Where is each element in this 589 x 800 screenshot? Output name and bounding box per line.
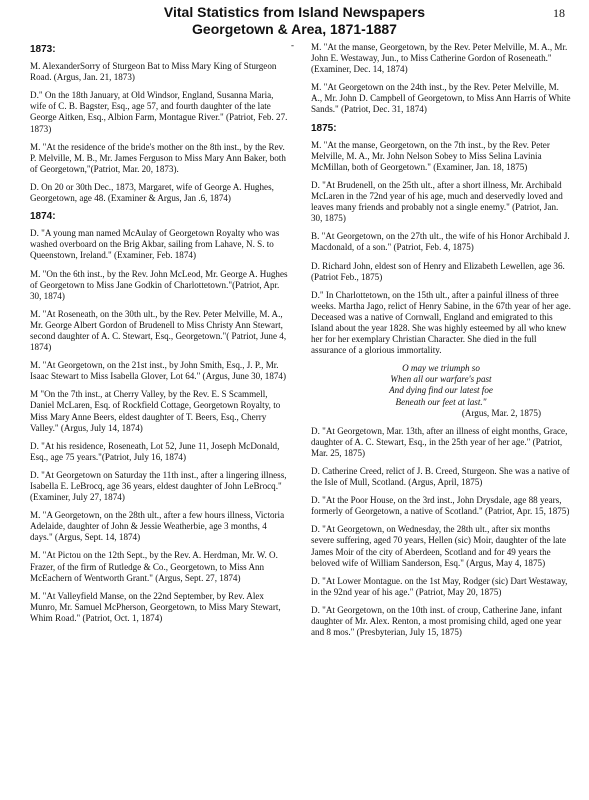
record-entry: D. "At the Poor House, on the 3rd inst., John Drysdale, age 88 years, formerly of Georgetown, a native of Scotland." (Patriot, Apr. 15, 1875) <box>311 495 570 517</box>
poem-line: Beneath our feet at last." <box>395 396 487 407</box>
record-entry: D. On 20 or 30th Dec., 1873, Margaret, wife of George A. Hughes, Georgetown, age 48. (Examiner & Argus, Jan .6, 1874) <box>30 181 274 204</box>
poem-verse <box>311 363 571 407</box>
column-divider-mark: - <box>291 40 294 50</box>
record-entry: D. "A young man named McAulay of Georgetown Royalty who was washed overboard on the Brig Akbar, sailing from Lahave, N. S. to Queenstown, Ireland." (Examiner, Feb. 1874) <box>30 228 280 261</box>
record-entry: M. "At Pictou on the 12th Sept., by the Rev. A. Herdman, Mr. W. O. Frazer, of the firm of Rutledge & Co., Georgetown, to Miss Ann McEachern of Wentworth Grant." (Argus, Sept. 27, 1874) <box>30 550 278 583</box>
record-entry: D." On the 18th January, at Old Windsor, England, Susanna Maria, wife of C. B. Bagster, Esq., age 57, and fourth daughter of the late George Aitken, Esq., Albion Farm, Montague River." (Patriot, Feb. 27. 1873) <box>30 90 288 134</box>
record-entry: M. "A Georgetown, on the 28th ult., after a few hours illness, Victoria Adelaide, daughter of John & Jessie Weatherbie, age 3 months, 4 days." (Argus, Sept. 14, 1874) <box>30 510 285 543</box>
record-entry: M "On the 7th inst., at Cherry Valley, by the Rev. E. S Scammell, Daniel McLaren, Esq. of Rockfield Cottage, Georgetown Royalty, to Miss Mary Anne Beers, eldest daughter of T. Beers, Esq., Cherry Valley." (Argus, July 14, 1874) <box>30 389 281 433</box>
record-entry: D. "At his residence, Roseneath, Lot 52, June 11, Joseph McDonald, Esq., age 75 years."(Patriot, July 16, 1874) <box>30 440 280 462</box>
record-entry: D. "At Georgetown, on Wednesday, the 28th ult., after six months severe suffering, aged 70 years, Hellen (sic) Moir, daughter of the late James Moir of the city of Aberdeen, Scotland and for 49 years the beloved wife of William Sanderson, Esq." (Argus, May 4, 1875) <box>311 524 567 568</box>
page-header <box>0 4 589 38</box>
record-entry: M. AlexanderSorry of Sturgeon Bat to Miss Mary King of Sturgeon Road. (Argus, Jan. 21, 1873) <box>30 61 277 83</box>
record-entry: D. "At Brudenell, on the 25th ult., after a short illness, Mr. Archibald McLaren in the 72nd year of his age, much and deservedly loved and leaves many friends and probably not a single enemy." (Patriot, Jan. 30, 1875) <box>311 179 563 224</box>
poem-source: (Argus, Mar. 2, 1875) <box>461 407 541 418</box>
poem-line: When all our warfare's past <box>390 374 492 385</box>
record-entry: M. "At the manse, Georgetown, by the Rev. Peter Melville, M. A., Mr. John E. Westaway, Jun., to Miss Catherine Gordon of Roseneath." (Examiner, Dec. 14, 1874) <box>311 42 568 75</box>
record-entry: M. "On the 6th inst., by the Rev. John McLeod, Mr. George A. Hughes of Georgetown to Miss Jane Godkin of Charlottetown."(Patriot, Apr. 30, 1874) <box>30 268 288 301</box>
page-title: Vital Statistics from Island Newspapers <box>163 4 426 20</box>
right-column <box>311 42 571 645</box>
record-entry: M. "At Valleyfield Manse, on the 22nd September, by Rev. Alex Munro, Mr. Samuel McPherson, Georgetown, to Miss Mary Stewart, Whim Road." (Patriot, Oct. 1, 1874) <box>30 590 281 623</box>
year-heading: 1874: <box>30 211 56 223</box>
year-heading: 1875: <box>311 122 337 134</box>
poem-line: O may we triumph so <box>402 363 480 374</box>
record-entry: D. "At Georgetown on Saturday the 11th inst., after a lingering illness, Isabella E. LeBrocq, age 36 years, eldest daughter of John LeBrocq." (Examiner, July 27, 1874) <box>30 469 287 503</box>
page-subtitle: Georgetown & Area, 1871-1887 <box>192 21 397 37</box>
page-number: 18 <box>553 6 565 20</box>
record-entry: M. "At Georgetown, on the 21st inst., by John Smith, Esq., J. P., Mr. Isaac Stewart to Miss Isabella Glover, Lot 64." (Argus, June 30, 1874) <box>30 360 286 382</box>
record-entry: M. "At the residence of the bride's mother on the 8th inst., by the Rev. P. Melville, M. B., Mr. James Ferguson to Miss Mary Ann Baker, both of Georgetown,"(Patriot, Mar. 20, 1873). <box>30 141 286 174</box>
record-entry: D. "At Georgetown, Mar. 13th, after an illness of eight months, Grace, daughter of A. C. Stewart, Esq., in the 25th year of her age." (Patriot, Mar. 25, 1875) <box>311 425 568 458</box>
record-entry: B. "At Georgetown, on the 27th ult., the wife of his Honor Archibald J. Macdonald, of a son." (Patriot, Feb. 4, 1875) <box>311 231 570 253</box>
record-entry: D. Richard John, eldest son of Henry and Elizabeth Lewellen, age 36. (Patriot Feb., 1875) <box>311 260 565 282</box>
record-entry: M. "At the manse, Georgetown, on the 7th inst., by the Rev. Peter Melville, M. A., Mr. John Nelson Sobey to Miss Selina Lavinia McMillan, both of Georgetown." (Examiner, Jan. 18, 1875) <box>311 139 550 172</box>
record-entry: M. "At Roseneath, on the 30th ult., by the Rev. Peter Melville, M. A., Mr. George Albert Gordon of Brudenell to Miss Christy Ann Stewart, second daughter of A. C. Stewart, Esq., Georgetown."( Patriot, June 4, 1874) <box>30 308 287 353</box>
record-entry: D. "At Lower Montague. on the 1st May, Rodger (sic) Dart Westaway, in the 92nd year of his age." (Patriot, May 20, 1875) <box>311 575 568 597</box>
record-entry: D." In Charlottetown, on the 15th ult., after a painful illness of three weeks. Martha Jago, relict of Henry Sabine, in the 67th year of her age. Deceased was a native of Cornwall, England and emigrated to this Island about the year 1828. She was highly esteemed by all who knew her for her exemplary Christian Character. She died in the full assurance of a glorious immortality. <box>311 289 571 356</box>
left-column <box>30 42 290 631</box>
year-heading: 1873: <box>30 44 56 55</box>
record-entry: D. "At Georgetown, on the 10th inst. of croup, Catherine Jane, infant daughter of Mr. Alex. Renton, a most promising child, aged one year and 8 mos." (Presbyterian, July 15, 1875) <box>311 604 563 638</box>
record-entry: D. Catherine Creed, relict of J. B. Creed, Sturgeon. She was a native of the Isle of Mull, Scotland. (Argus, April, 1875) <box>311 466 570 488</box>
poem-line: And dying find our latest foe <box>389 385 493 396</box>
record-entry: M. "At Georgetown on the 24th inst., by the Rev. Peter Melville, M. A., Mr. John D. Campbell of Georgetown, to Miss Ann Harris of White Sands." (Patriot, Dec. 31, 1874) <box>311 82 571 115</box>
